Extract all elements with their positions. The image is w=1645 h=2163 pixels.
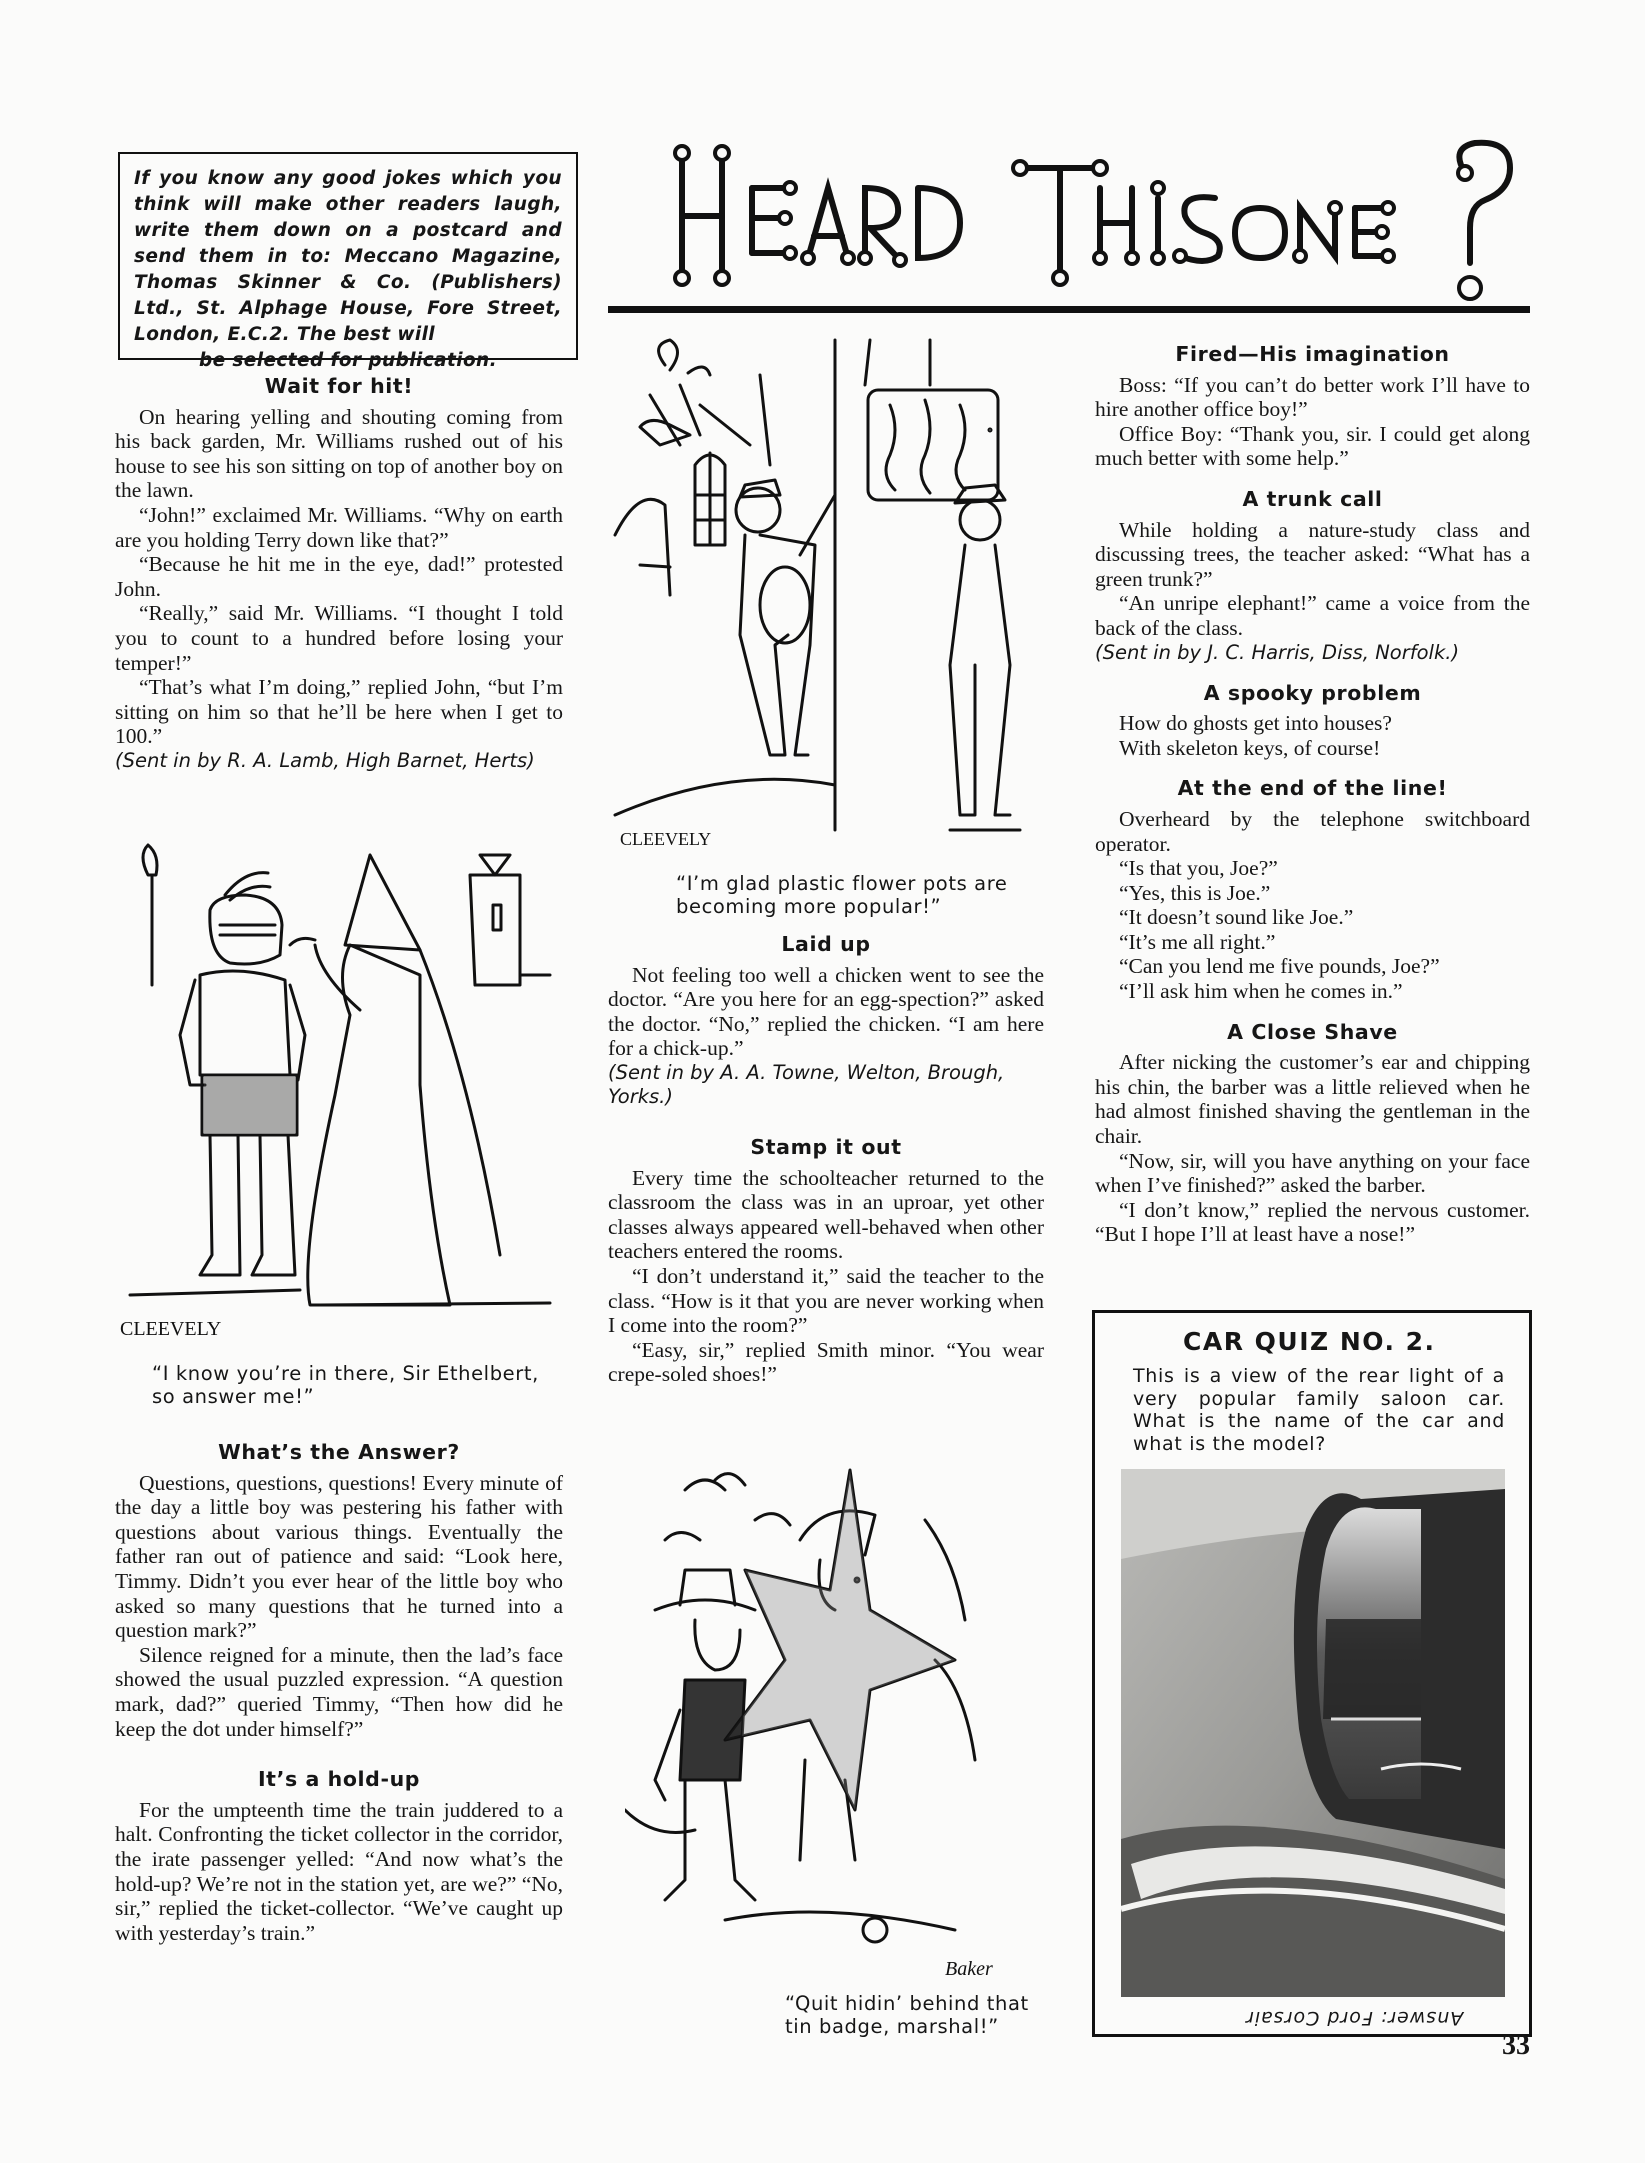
masthead: [660, 128, 1520, 318]
joke-paragraph: Overheard by the telephone switchboard operator.: [1095, 806, 1530, 856]
submission-notice: [118, 152, 578, 371]
car-photo: [1121, 1469, 1505, 1997]
cartoon-marshal: [625, 1460, 1055, 1980]
joke-paragraph: “An unripe elephant!” came a voice from the back of the class.: [1095, 591, 1530, 640]
joke-heading: A trunk call: [1242, 486, 1383, 511]
cartoon-signature: CLEEVELY: [620, 829, 712, 845]
joke-heading: Stamp it out: [750, 1134, 902, 1159]
column-1-top: [115, 374, 563, 773]
masthead-rule: [608, 306, 1530, 313]
joke-paragraph: Boss: “If you can’t do better work I’ll have to hire another office boy!”: [1095, 372, 1530, 422]
column-1-bottom: [115, 1440, 563, 1945]
joke-paragraph: “That’s what I’m doing,” replied John, “but I’m sitting on him so that he’ll be here when I get to 100.”: [115, 675, 563, 749]
joke-paragraph: “I don’t know,” replied the nervous customer. “But I hope I’ll at least have a nose!”: [1095, 1197, 1530, 1247]
joke-heading: Laid up: [781, 932, 871, 956]
joke-paragraph: “Now, sir, will you have anything on your face when I’ve finished?” asked the barber.: [1095, 1148, 1530, 1198]
quiz-answer: Answer: Ford Corsair: [1245, 2007, 1464, 2029]
notice-last-line: be selected for publication.: [198, 350, 498, 371]
joke-paragraph: Silence reigned for a minute, then the lad’s face showed the usual puzzled expression. “A question mark, dad?” queried Timmy, “Then how did he keep the dot under himself?”: [115, 1642, 563, 1741]
cartoon-caption: “I know you’re in there, Sir Ethelbert, so answer me!”: [152, 1362, 539, 1408]
column-2-text: [608, 932, 1044, 1387]
joke-paragraph: “It’s me all right.”: [1119, 929, 1276, 954]
rear-light-photo: [1121, 1469, 1505, 1997]
contributor-credit: (Sent in by A. A. Towne, Welton, Brough, Yorks.): [608, 1060, 1005, 1108]
joke-paragraph: For the umpteenth time the train juddered to a halt. Confronting the ticket collector in the corridor, the irate passenger yelled: “And now what’s the hold-up? We’re not in the station yet, are we?” “No, sir,” replied the ticket-collector. “We’ve caught up with yesterday’s train.”: [115, 1797, 563, 1945]
marshal-illustration: [625, 1460, 1055, 1980]
serenade-illustration: [610, 335, 1050, 845]
joke-heading: It’s a hold-up: [257, 1767, 421, 1792]
contributor-credit: (Sent in by R. A. Lamb, High Barnet, Herts): [115, 748, 535, 772]
cartoon-caption: “I’m glad plastic flower pots are becoming more popular!”: [676, 872, 1008, 918]
cartoon-signature: Baker: [945, 1958, 993, 1980]
notice-text: If you know any good jokes which you think will make other readers laugh, write them down on a postcard and send them in to: Meccano Magazine, Thomas Skinner & Co. (Publishers) Ltd., St. Alphage House, Fore Street, London, E.C.2. The best will: [134, 168, 562, 345]
cartoon-knight: [120, 835, 560, 1355]
joke-paragraph: “Really,” said Mr. Williams. “I thought I told you to count to a hundred before losing your temper!”: [115, 601, 563, 675]
joke-paragraph: Questions, questions, questions! Every minute of the day a little boy was pestering his father with questions about various things. Eventually the father ran out of patience and said: “Look here, Timmy. Didn’t you ever hear of the little boy who asked so many questions that he turned into a question mark?”: [115, 1470, 563, 1643]
joke-paragraph: While holding a nature-study class and discussing trees, the teacher asked: “What has a green trunk?”: [1095, 517, 1530, 591]
joke-heading: Wait for hit!: [264, 374, 414, 398]
joke-paragraph: “Is that you, Joe?”: [1119, 856, 1278, 881]
cartoon-signature: CLEEVELY: [120, 1318, 222, 1340]
cartoon-flowerpot: [610, 335, 1050, 845]
joke-paragraph: “Yes, this is Joe.”: [1119, 880, 1271, 905]
contributor-credit: (Sent in by J. C. Harris, Diss, Norfolk.): [1095, 640, 1460, 664]
joke-heading: At the end of the line!: [1177, 776, 1448, 801]
column-3-text: [1095, 342, 1530, 1247]
joke-paragraph: “Easy, sir,” replied Smith minor. “You wear crepe-soled shoes!”: [608, 1337, 1044, 1387]
joke-paragraph: Office Boy: “Thank you, sir. I could get along much better with some help.”: [1095, 421, 1530, 471]
joke-paragraph: “Can you lend me five pounds, Joe?”: [1119, 954, 1440, 979]
joke-paragraph: After nicking the customer’s ear and chipping his chin, the barber was a little relieved when he had almost finished shaving the gentleman in the chair.: [1095, 1050, 1530, 1149]
quiz-title: CAR QUIZ NO. 2.: [1183, 1327, 1436, 1356]
joke-paragraph: “John!” exclaimed Mr. Williams. “Why on earth are you holding Terry down like that?”: [115, 502, 563, 552]
cartoon-caption: “Quit hidin’ behind that tin badge, marshal!”: [785, 1992, 1029, 2038]
joke-paragraph: “It doesn’t sound like Joe.”: [1119, 905, 1354, 930]
joke-paragraph: “Because he hit me in the eye, dad!” protested John.: [115, 552, 563, 601]
joke-paragraph: Every time the schoolteacher returned to the classroom the class was in an uproar, yet other classes always appeared well-behaved when other teachers entered the rooms.: [608, 1165, 1044, 1264]
car-quiz-box: [1092, 1310, 1532, 2037]
joke-paragraph: Not feeling too well a chicken went to see the doctor. “Are you here for an egg-spection?” asked the doctor. “No,” replied the chicken. “I am here for a chick-up.”: [608, 962, 1044, 1061]
joke-paragraph: How do ghosts get into houses?: [1119, 711, 1392, 736]
joke-heading: A Close Shave: [1227, 1019, 1398, 1044]
joke-paragraph: “I don’t understand it,” said the teacher to the class. “How is it that you are never working when I come into the room?”: [608, 1263, 1044, 1338]
quiz-question: This is a view of the rear light of a very popular family saloon car. What is the name of the car and what is the model?: [1133, 1365, 1505, 1455]
joke-heading: What’s the Answer?: [218, 1440, 460, 1464]
joke-paragraph: On hearing yelling and shouting coming from his back garden, Mr. Williams rushed out of his house to see his son sitting on top of another boy on the lawn.: [115, 404, 563, 503]
joke-heading: A spooky problem: [1203, 680, 1422, 705]
knight-illustration: [120, 835, 560, 1355]
joke-paragraph: With skeleton keys, of course!: [1119, 735, 1381, 760]
masthead-title-art: [660, 128, 1520, 318]
page-number: 33: [1502, 2030, 1530, 2061]
joke-heading: Fired—His imagination: [1175, 342, 1450, 366]
joke-paragraph: “I’ll ask him when he comes in.”: [1119, 979, 1403, 1004]
